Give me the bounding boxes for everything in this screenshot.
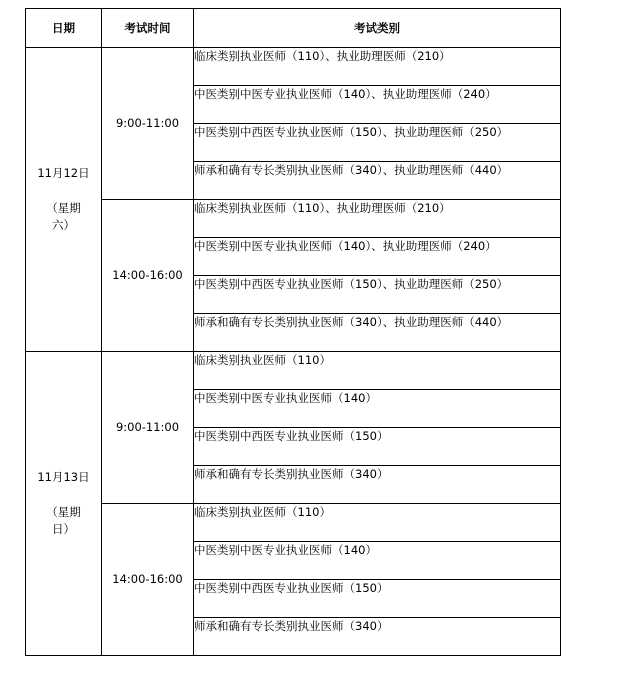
exam-schedule-table bbox=[25, 8, 561, 656]
time-cell: 14:00-16:00 bbox=[102, 200, 194, 352]
weekday-label: 日） bbox=[52, 521, 75, 536]
table-row bbox=[26, 200, 561, 238]
time-cell: 9:00-11:00 bbox=[102, 352, 194, 504]
category-cell: 中医类别中西医专业执业医师（150）、执业助理医师（250） bbox=[194, 276, 561, 314]
category-cell: 师承和确有专长类别执业医师（340） bbox=[194, 618, 561, 656]
weekday-label: （星期 bbox=[46, 201, 81, 216]
weekday-label: （星期 bbox=[46, 505, 81, 520]
table-row bbox=[26, 352, 561, 390]
header-category: 考试类别 bbox=[194, 9, 561, 48]
category-cell: 临床类别执业医师（110）、执业助理医师（210） bbox=[194, 48, 561, 86]
category-cell: 中医类别中医专业执业医师（140）、执业助理医师（240） bbox=[194, 86, 561, 124]
date-cell-day2 bbox=[26, 352, 102, 656]
header-row bbox=[26, 9, 561, 48]
category-cell: 师承和确有专长类别执业医师（340）、执业助理医师（440） bbox=[194, 162, 561, 200]
date-label: 11月13日 bbox=[37, 470, 90, 485]
header-time: 考试时间 bbox=[102, 9, 194, 48]
category-cell: 中医类别中医专业执业医师（140）、执业助理医师（240） bbox=[194, 238, 561, 276]
category-cell: 中医类别中西医专业执业医师（150）、执业助理医师（250） bbox=[194, 124, 561, 162]
date-label: 11月12日 bbox=[37, 166, 90, 181]
category-cell: 临床类别执业医师（110）、执业助理医师（210） bbox=[194, 200, 561, 238]
category-cell: 临床类别执业医师（110） bbox=[194, 352, 561, 390]
category-cell: 中医类别中西医专业执业医师（150） bbox=[194, 580, 561, 618]
category-cell: 中医类别中西医专业执业医师（150） bbox=[194, 428, 561, 466]
time-cell: 14:00-16:00 bbox=[102, 504, 194, 656]
weekday-label: 六） bbox=[52, 217, 75, 232]
category-cell: 中医类别中医专业执业医师（140） bbox=[194, 390, 561, 428]
category-cell: 中医类别中医专业执业医师（140） bbox=[194, 542, 561, 580]
date-cell-day1 bbox=[26, 48, 102, 352]
category-cell: 师承和确有专长类别执业医师（340） bbox=[194, 466, 561, 504]
time-cell: 9:00-11:00 bbox=[102, 48, 194, 200]
table-row bbox=[26, 504, 561, 542]
category-cell: 师承和确有专长类别执业医师（340）、执业助理医师（440） bbox=[194, 314, 561, 352]
header-date: 日期 bbox=[26, 9, 102, 48]
category-cell: 临床类别执业医师（110） bbox=[194, 504, 561, 542]
table-row bbox=[26, 48, 561, 86]
